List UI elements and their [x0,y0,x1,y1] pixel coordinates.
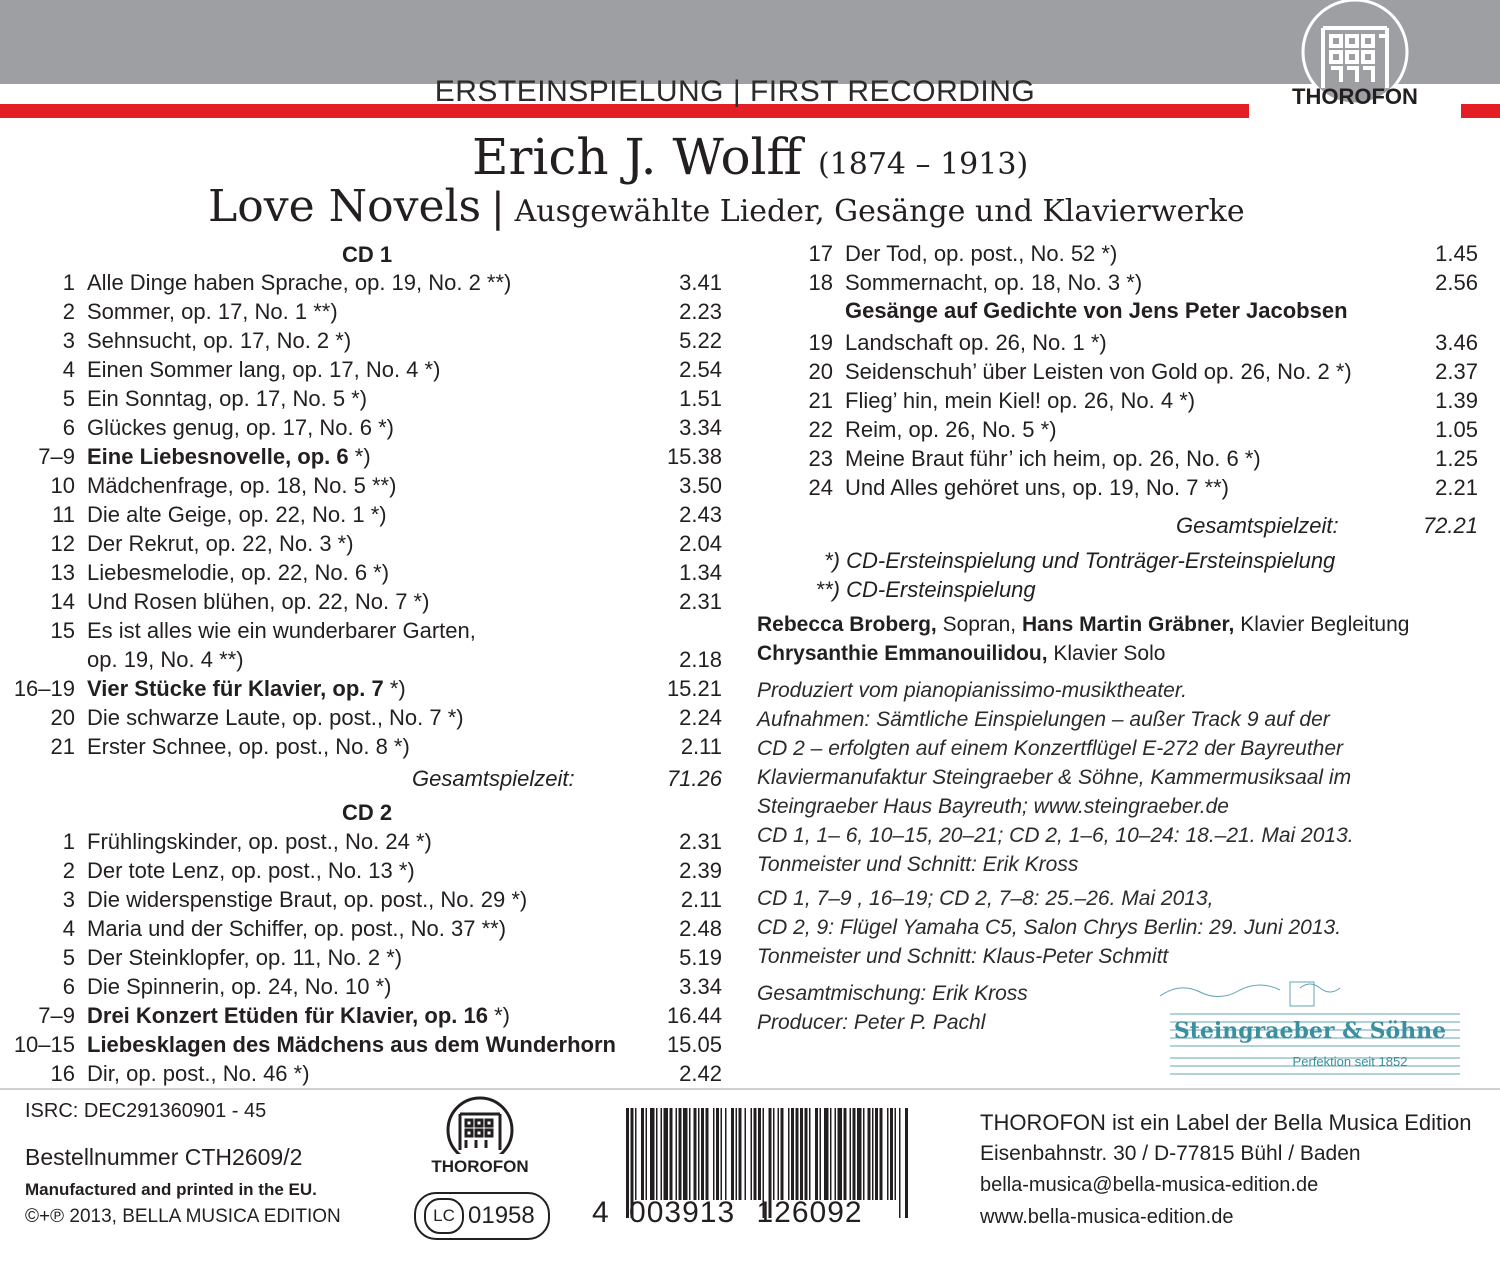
cd2-tracklist-jacobsen [808,328,1478,502]
track-number: 14 [50,589,75,614]
track-title [87,444,371,469]
track-duration: 2.18 [679,647,722,672]
track-row [50,529,722,558]
track-number: 20 [50,705,75,730]
track-row [62,297,722,326]
barcode-bar [683,1108,688,1200]
track-number: 19 [808,330,833,355]
track-title [87,589,429,614]
barcode-right-digits: 126092 [756,1196,863,1229]
track-row [808,239,1478,268]
footnote-1-mark: *) [824,548,840,573]
track-duration: 2.54 [679,357,722,382]
track-title [845,417,1057,442]
cd2-total-time: 72.21 [1422,513,1478,538]
track-number: 21 [808,388,833,413]
track-title [87,386,367,411]
track-title [87,916,506,941]
cd1-total-label: Gesamtspielzeit: [412,766,575,791]
track-number: 17 [808,241,833,266]
label-website[interactable]: www.bella-musica-edition.de [980,1206,1234,1228]
cd1-tracklist [13,268,722,761]
barcode-bar [835,1108,837,1200]
production-line: Produziert vom pianopianissimo-musiktheater. [757,679,1187,702]
track-number: 1 [62,829,75,854]
track-title-bold: Vier Stücke für Klavier, op. 7 [87,676,384,701]
production-line: Aufnahmen: Sämtliche Einspielungen – außer Track 9 auf der [757,708,1330,731]
track-title-text: Es ist alles wie ein wunderbarer Garten, [87,618,476,643]
track-duration: 2.31 [679,589,722,614]
track-row [62,885,722,914]
barcode-bar [773,1108,775,1200]
track-number: 6 [62,415,75,440]
track-number: 3 [62,328,75,353]
track-title [845,475,1229,500]
track-duration: 3.46 [1435,330,1478,355]
track-row [52,500,722,529]
track-row [62,914,722,943]
track-row [50,732,722,761]
track-row [62,856,722,885]
track-duration: 2.24 [679,705,722,730]
production-line: CD 1, 1– 6, 10–15, 20–21; CD 2, 1–6, 10–24: 18.–21. Mai 2013. [757,824,1354,847]
barcode-bar [758,1108,761,1200]
track-title-text: Und Rosen blühen, op. 22, No. 7 *) [87,589,430,614]
barcode-bar [706,1108,709,1200]
barcode-bar [800,1108,803,1200]
album-title [208,178,1245,241]
album-subtitle: Ausgewählte Lieder, Gesänge und Klavierwerke [514,194,1245,229]
barcode-bar [815,1108,818,1200]
track-row [50,1059,722,1088]
track-row [62,326,722,355]
track-number: 5 [62,386,75,411]
barcode-digits [592,1196,863,1230]
track-row [13,1030,722,1059]
barcode-bar [857,1108,862,1200]
track-title-suffix: *) [383,676,406,701]
footnote-1 [800,546,1335,575]
track-duration: 1.51 [679,386,722,411]
barcode-bar [895,1108,897,1200]
track-title-text: Der tote Lenz, op. post., No. 13 *) [87,858,415,883]
track-row [62,972,722,1001]
barcode-bar [751,1108,753,1200]
track-row [50,587,722,616]
svg-text:Steingraeber & Söhne: Steingraeber & Söhne [1173,1018,1447,1044]
production-line: Tonmeister und Schnitt: Erik Kross [757,853,1079,876]
lc-number: 01958 [468,1202,535,1229]
track-duration: 2.37 [1435,359,1478,384]
barcode-bar [661,1108,663,1200]
track-number: 7–9 [38,444,75,469]
track-number: 2 [62,299,75,324]
track-duration: 15.05 [666,1032,722,1057]
track-duration: 5.22 [679,328,722,353]
track-title [845,446,1261,471]
title-separator: | [491,185,505,231]
track-title-text: Sommer, op. 17, No. 1 **) [87,299,338,324]
track-title [87,531,354,556]
production-line: CD 2 – erfolgten auf einem Konzertflügel E-272 der Bayreuther [757,737,1344,760]
track-title-text: Dir, op. post., No. 46 *) [87,1061,310,1086]
barcode-bar [781,1108,784,1200]
track-number: 10–15 [13,1032,75,1057]
barcode-bar [646,1108,648,1200]
barcode-bar [713,1108,715,1200]
track-row [62,384,722,413]
track-number: 20 [808,359,833,384]
barcode-bar [863,1108,865,1200]
track-duration: 16.44 [666,1003,722,1028]
isrc: ISRC: DEC291360901 - 45 [25,1100,267,1122]
track-number: 23 [808,446,833,471]
production-line: Gesamtmischung: Erik Kross [757,982,1028,1005]
track-title [87,357,440,382]
track-title [87,1003,510,1028]
footnote-2-mark: **) [815,577,840,602]
track-row [808,473,1478,502]
track-number: 1 [62,270,75,295]
thorofon-logo [1249,0,1461,123]
track-number: 18 [808,270,833,295]
track-title-text: Flieg’ hin, mein Kiel! op. 26, No. 4 *) [845,388,1196,413]
barcode-bar [820,1108,822,1200]
track-title-bold: Liebesklagen des Mädchens aus dem Wunderhorn [87,1032,616,1057]
track-duration: 1.05 [1435,417,1478,442]
track-duration: 3.34 [679,415,722,440]
manufactured-note: Manufactured and printed in the EU. [25,1180,317,1199]
barcode-bar [850,1108,852,1200]
svg-text:THOROFON: THOROFON [1292,84,1418,109]
track-title [87,734,410,759]
track-title-text: op. 19, No. 4 **) [87,647,244,672]
label-code-badge [414,1192,550,1240]
barcode-bar [739,1108,742,1200]
track-title-text: Der Rekrut, op. 22, No. 3 *) [87,531,354,556]
barcode-bar [887,1108,889,1200]
track-title [87,299,338,324]
barcode-bar [664,1108,669,1200]
track-duration: 2.04 [679,531,722,556]
order-number: Bestellnummer CTH2609/2 [25,1144,303,1170]
barcode-bar [778,1108,780,1200]
track-number: 6 [62,974,75,999]
track-title [87,887,527,912]
track-number: 13 [50,560,75,585]
production-line: Klaviermanufaktur Steingraeber & Söhne, Kammermusiksaal im [757,766,1352,789]
track-title [845,270,1142,295]
barcode-bar [868,1108,871,1200]
track-title-text: Ein Sonntag, op. 17, No. 5 *) [87,386,368,411]
track-row [87,645,722,674]
track-duration: 3.50 [679,473,722,498]
track-duration: 3.41 [679,270,722,295]
track-title [87,473,396,498]
lc-prefix: LC [424,1198,464,1234]
track-row [808,386,1478,415]
barcode-bar [905,1108,908,1218]
track-title [845,241,1117,266]
track-title-text: Und Alles gehöret uns, op. 19, No. 7 **) [845,475,1230,500]
track-duration: 2.11 [680,887,722,912]
track-title-text: Maria und der Schiffer, op. post., No. 37 **) [87,916,507,941]
track-number: 12 [50,531,75,556]
track-title [87,676,406,701]
barcode-bar [698,1108,700,1200]
label-email[interactable]: bella-musica@bella-musica-edition.de [980,1174,1319,1196]
barcode-bar [701,1108,704,1200]
copyright: ©+℗ 2013, BELLA MUSICA EDITION [25,1206,341,1227]
barcode-bar [890,1108,893,1200]
barcode-bar [796,1108,799,1200]
svg-text:Perfektion seit 1852: Perfektion seit 1852 [1292,1054,1408,1069]
track-title [845,330,1107,355]
track-duration: 2.21 [1435,475,1478,500]
barcode-bar [670,1108,673,1200]
track-title-text: Landschaft op. 26, No. 1 *) [845,330,1107,355]
track-duration: 2.23 [679,299,722,324]
track-title-text: Mädchenfrage, op. 18, No. 5 **) [87,473,397,498]
barcode-bar [899,1108,901,1218]
track-duration: 1.34 [679,560,722,585]
track-title-text: Alle Dinge haben Sprache, op. 19, No. 2 **) [87,270,512,295]
track-title-bold: Drei Konzert Etüden für Klavier, op. 16 [87,1003,488,1028]
track-row [808,268,1478,297]
track-row [50,703,722,732]
track-title [87,705,464,730]
track-number: 7–9 [38,1003,75,1028]
track-row [50,558,722,587]
track-row [62,355,722,384]
track-title [87,560,389,585]
track-row [13,674,722,703]
track-title-text: Reim, op. 26, No. 5 *) [845,417,1057,442]
label-info: THOROFON ist ein Label der Bella Musica Edition [980,1110,1472,1135]
barcode-left-digits: 003913 [629,1196,736,1229]
track-duration: 1.39 [1435,388,1478,413]
first-recording-banner: ERSTEINSPIELUNG | FIRST RECORDING [434,75,1036,108]
svg-text:THOROFON: THOROFON [431,1157,529,1176]
track-number: 10 [50,473,75,498]
barcode-bar [641,1108,644,1200]
track-row [38,442,722,471]
track-title-text: Meine Braut führ’ ich heim, op. 26, No. 6 *) [845,446,1261,471]
track-duration: 2.56 [1435,270,1478,295]
recording-notes [757,884,1341,971]
barcode-bar [676,1108,678,1200]
performer-pianist: Chrysanthie Emmanouilidou, [757,642,1048,665]
barcode-bar [694,1108,697,1200]
track-title-text: Einen Sommer lang, op. 17, No. 4 *) [87,357,441,382]
barcode-bar [716,1108,719,1200]
track-title [845,359,1352,384]
barcode-bar [725,1108,727,1200]
footer-divider [0,1088,1500,1090]
barcode-bar [844,1108,847,1200]
track-duration: 2.43 [679,502,722,527]
role-accompanist: Klavier Begleitung [1234,613,1410,636]
track-title [87,945,402,970]
cd2-total-label: Gesamtspielzeit: [1176,513,1339,538]
track-title-text: Glückes genug, op. 17, No. 6 *) [87,415,394,440]
track-duration: 5.19 [679,945,722,970]
production-line: Steingraeber Haus Bayreuth; www.steingraeber.de [757,795,1229,818]
track-title-text: Sommernacht, op. 18, No. 3 *) [845,270,1143,295]
barcode-bar [791,1108,794,1200]
track-title-text: Die schwarze Laute, op. post., No. 7 *) [87,705,464,730]
composer-name: Erich J. Wolff [472,128,803,186]
track-number: 4 [62,357,75,382]
barcode-bar [745,1108,747,1200]
track-duration: 15.21 [666,676,722,701]
track-duration: 3.34 [679,974,722,999]
production-line: CD 1, 7–9 , 16–19; CD 2, 7–8: 25.–26. Mai 2013, [757,887,1214,910]
track-row [808,328,1478,357]
track-title-text: Liebesmelodie, op. 22, No. 6 *) [87,560,390,585]
steingraeber-stamp [1150,978,1490,1088]
track-duration: 2.48 [679,916,722,941]
track-title-text: Frühlingskinder, op. post., No. 24 *) [87,829,432,854]
track-title [87,270,511,295]
track-row [808,415,1478,444]
label-address: Eisenbahnstr. 30 / D-77815 Bühl / Baden [980,1142,1361,1165]
track-title [87,328,351,353]
track-number: 11 [52,502,75,527]
track-title-text: Die Spinnerin, op. 24, No. 10 *) [87,974,392,999]
track-row [62,413,722,442]
track-title [87,1032,616,1057]
track-title-text: Sehnsucht, op. 17, No. 2 *) [87,328,352,353]
barcode-bar [875,1108,878,1200]
track-row [38,1001,722,1030]
barcode-first-digit: 4 [592,1196,610,1229]
album-name: Love Novels [208,181,482,232]
track-title-text: Seidenschuh’ über Leisten von Gold op. 26, No. 2 *) [845,359,1352,384]
performer-accompanist: Hans Martin Gräbner, [1021,613,1235,636]
performer-soprano: Rebecca Broberg, [757,613,937,636]
track-duration: 2.39 [679,858,722,883]
production-line: CD 2, 9: Flügel Yamaha C5, Salon Chrys Berlin: 29. Juni 2013. [757,916,1342,939]
barcode-bar [754,1108,757,1200]
track-number: 24 [808,475,833,500]
track-duration: 2.31 [679,829,722,854]
barcode-bar [679,1108,682,1200]
production-line: Producer: Peter P. Pachl [757,1011,986,1034]
cd2-tracklist-cont [808,239,1478,297]
track-title [87,502,387,527]
track-duration: 2.42 [679,1061,722,1086]
track-row [808,357,1478,386]
track-row [62,827,722,856]
barcode-bar [838,1108,843,1200]
track-row [50,471,722,500]
barcode-bar [650,1108,655,1200]
barcode-bar [830,1108,832,1200]
track-title-suffix: *) [348,444,371,469]
barcode-bar [809,1108,811,1200]
barcode-bar [689,1108,691,1200]
track-number: 4 [62,916,75,941]
track-title-text: Die widerspenstige Braut, op. post., No. 29 *) [87,887,528,912]
production-notes [757,676,1354,879]
role-pianist: Klavier Solo [1047,642,1166,665]
track-duration: 15.38 [666,444,722,469]
barcode-bar [824,1108,829,1200]
track-number: 16 [50,1061,75,1086]
barcode-bar [805,1108,808,1200]
barcode-bar [872,1108,874,1200]
track-title-text: Die alte Geige, op. 22, No. 1 *) [87,502,387,527]
track-title-suffix: *) [487,1003,510,1028]
jacobsen-heading: Gesänge auf Gedichte von Jens Peter Jacobsen [845,298,1348,323]
barcode-bar [635,1108,637,1200]
track-row [62,268,722,297]
barcode-bar [788,1108,790,1200]
track-number: 21 [50,734,75,759]
footnote-2-text: CD-Ersteinspielung [846,577,1036,602]
track-duration: 1.25 [1435,446,1478,471]
footnote-2 [800,575,1036,604]
track-number: 3 [62,887,75,912]
track-title [87,829,432,854]
thorofon-footer-logo [418,1096,542,1178]
track-number: 2 [62,858,75,883]
track-title [87,647,244,672]
barcode-bar [731,1108,734,1200]
credits-line-1 [757,611,1409,639]
track-row [50,616,511,645]
barcode-bar [736,1108,738,1200]
track-title [87,618,476,643]
track-title-bold: Eine Liebesnovelle, op. 6 [87,444,349,469]
track-title-text: Erster Schnee, op. post., No. 8 *) [87,734,410,759]
footnote-1-text: CD-Ersteinspielung und Tonträger-Ersteinspielung [846,548,1336,573]
track-duration: 1.45 [1435,241,1478,266]
track-number: 22 [808,417,833,442]
track-duration: 2.11 [680,734,722,759]
barcode-bar [880,1108,883,1200]
track-row [62,943,722,972]
cd2-heading: CD 2 [342,800,393,825]
composer-years: (1874 – 1913) [817,147,1029,182]
barcode-bar [853,1108,856,1200]
track-number: 16–19 [13,676,75,701]
track-title [87,415,394,440]
role-soprano: Sopran, [936,613,1022,636]
track-number: 5 [62,945,75,970]
mixing-notes [757,979,1028,1037]
track-title [87,858,415,883]
barcode-bar [656,1108,658,1200]
track-row [808,444,1478,473]
track-number: 15 [50,618,75,643]
credits-line-2 [757,640,1165,668]
track-title-text: Der Steinklopfer, op. 11, No. 2 *) [87,945,403,970]
track-title [845,388,1195,413]
track-title-text: Der Tod, op. post., No. 52 *) [845,241,1118,266]
cd1-heading: CD 1 [342,242,393,267]
barcode-bar [721,1108,723,1200]
track-title [87,1061,310,1086]
production-line: Tonmeister und Schnitt: Klaus-Peter Schmitt [757,945,1169,968]
track-title [87,974,392,999]
cd2-tracklist [13,827,722,1088]
cd1-total-time: 71.26 [666,766,722,791]
